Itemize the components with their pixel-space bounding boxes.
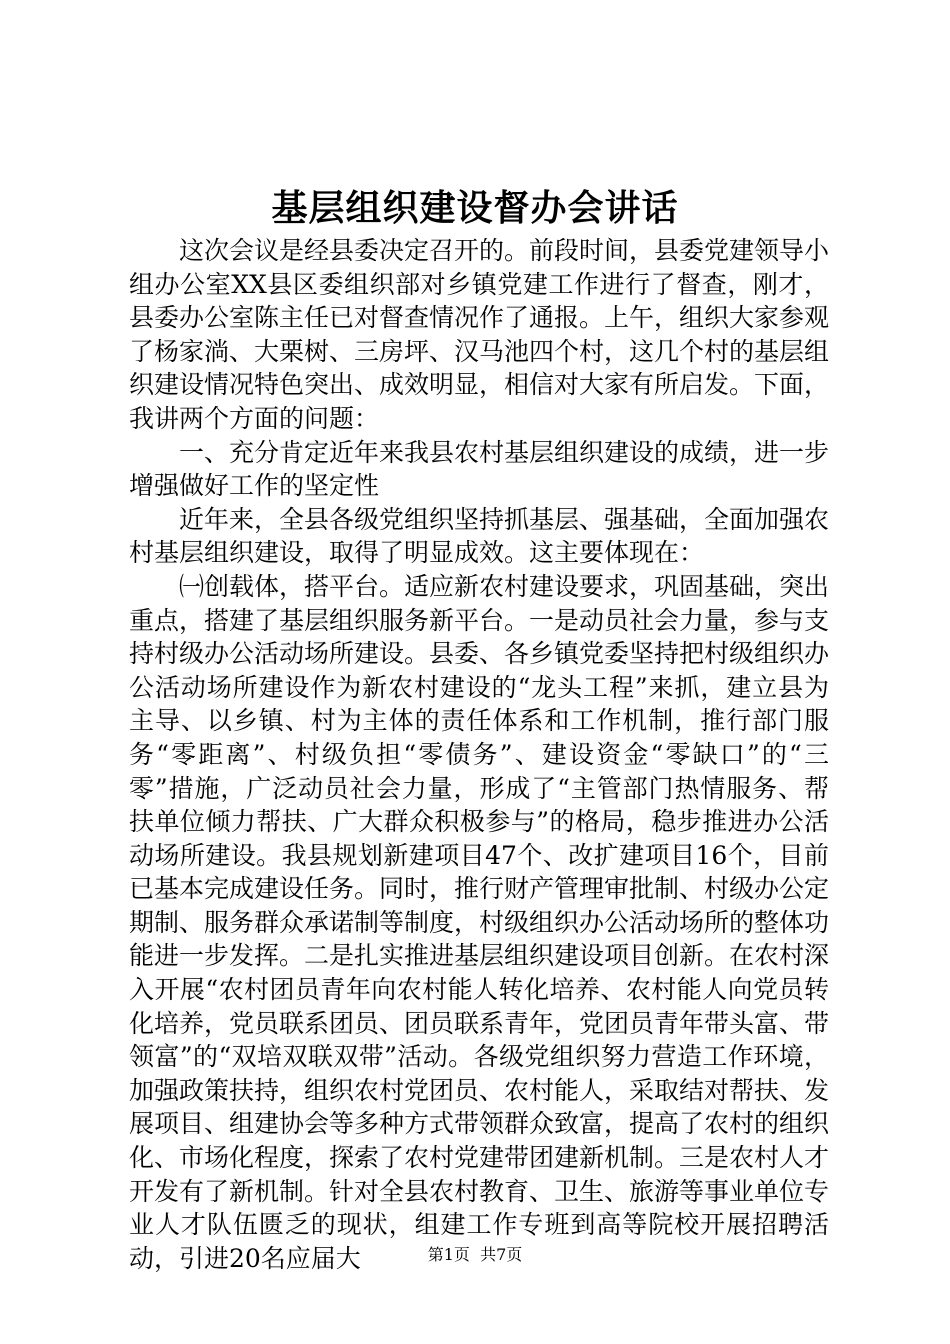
- paragraph-intro: 这次会议是经县委决定召开的。前段时间，县委党建领导小组办公室XX县区委组织部对乡镇党建工作进行了督查，刚才，县委办公室陈主任已对督查情况作了通报。上午，组织大家参观了杨家淌、大栗树、三房坪、汉马池四个村，这几个村的基层组织建设情况特色突出、成效明显，相信对大家有所启发。下面，我讲两个方面的问题：: [129, 236, 830, 433]
- document-title: 基层组织建设督办会讲话: [271, 187, 679, 229]
- paragraph-platform: ㈠创载体，搭平台。适应新农村建设要求，巩固基础，突出重点，搭建了基层组织服务新平台。一是动员社会力量，参与支持村级办公活动场所建设。县委、各乡镇党委坚持把村级组织办公活动场所建设作为新农村建设的“龙头工程”来抓，建立县为主导、以乡镇、村为主体的责任体系和工作机制，推行部门服务“零距离”、村级负担“零债务”、建设资金“零缺口”的“三零”措施，广泛动员社会力量，形成了“主管部门热情服务、帮扶单位倾力帮扶、广大群众积极参与”的格局，稳步推进办公活动场所建设。我县规划新建项目47个、改扩建项目16个，目前已基本完成建设任务。同时，推行财产管理审批制、村级办公定期制、服务群众承诺制等制度，村级组织办公活动场所的整体功能进一步发挥。二是扎实推进基层组织建设项目创新。在农村深入开展“农村团员青年向农村能人转化培养、农村能人向党员转化培养，党员联系团员、团员联系青年，党团员青年带头富、带领富”的“双培双联双带”活动。各级党组织努力营造工作环境，加强政策扶持，组织农村党团员、农村能人，采取结对帮扶、发展项目、组建协会等多种方式带领群众致富，提高了农村的组织化、市场化程度，探索了农村党建带团建新机制。三是农村人才开发有了新机制。针对全县农村教育、卫生、旅游等事业单位专业人才队伍匮乏的现状，组建工作专班到高等院校开展招聘活动，引进20名应届大: [129, 571, 830, 1273]
- paragraph-summary: 近年来，全县各级党组织坚持抓基层、强基础，全面加强农村基层组织建设，取得了明显成效。这主要体现在：: [129, 504, 830, 568]
- document-body: [129, 234, 829, 1275]
- paragraph-section-heading: 一、充分肯定近年来我县农村基层组织建设的成绩，进一步增强做好工作的坚定性: [129, 437, 830, 501]
- page-footer: 第1页 共7页: [427, 1245, 523, 1264]
